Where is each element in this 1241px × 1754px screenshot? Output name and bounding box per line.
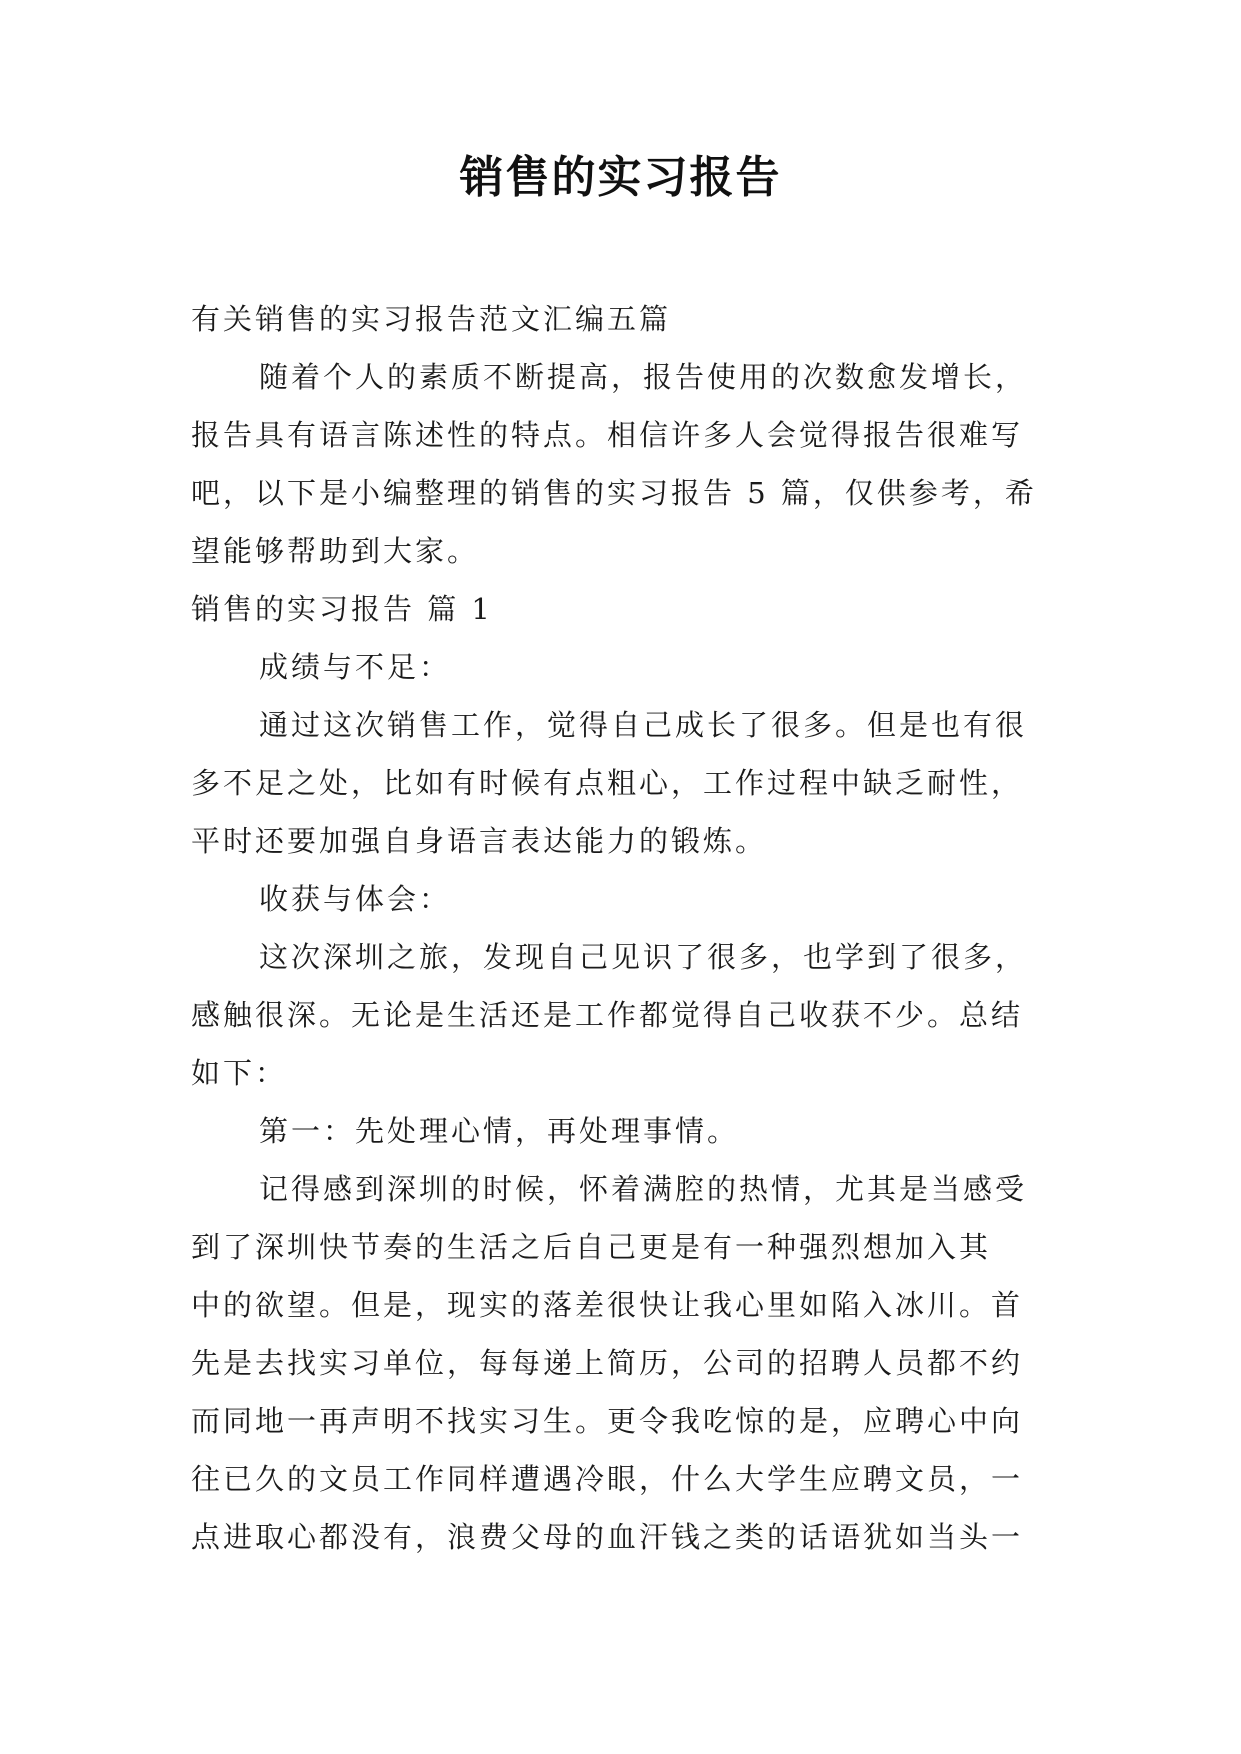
text-line: 而同地一再声明不找实习生。更令我吃惊的是，应聘心中向 (191, 1404, 1024, 1438)
text-line: 通过这次销售工作，觉得自己成长了很多。但是也有很 (259, 708, 1028, 742)
text-line: 报告具有语言陈述性的特点。相信许多人会觉得报告很难写 (191, 418, 1024, 452)
text-line: 点进取心都没有，浪费父母的血汗钱之类的话语犹如当头一 (191, 1520, 1024, 1554)
text-line: 销售的实习报告 篇 1 (191, 592, 493, 626)
text-line: 到了深圳快节奏的生活之后自己更是有一种强烈想加入其 (191, 1230, 992, 1264)
text-line: 成绩与不足： (259, 650, 452, 684)
text-line: 往已久的文员工作同样遭遇冷眼，什么大学生应聘文员，一 (191, 1462, 1024, 1496)
text-line: 先是去找实习单位，每每递上简历，公司的招聘人员都不约 (191, 1346, 1024, 1380)
text-line: 中的欲望。但是，现实的落差很快让我心里如陷入冰川。首 (191, 1288, 1024, 1322)
text-line: 平时还要加强自身语言表达能力的锻炼。 (191, 824, 768, 858)
text-line: 这次深圳之旅，发现自己见识了很多，也学到了很多， (259, 940, 1028, 974)
text-line: 感触很深。无论是生活还是工作都觉得自己收获不少。总结 (191, 998, 1024, 1032)
text-line: 收获与体会： (259, 882, 452, 916)
text-line: 如下： (191, 1056, 288, 1090)
document-title: 销售的实习报告 (459, 152, 782, 203)
text-line: 有关销售的实习报告范文汇编五篇 (191, 302, 672, 336)
text-line: 第一：先处理心情，再处理事情。 (259, 1114, 740, 1148)
document-body (191, 290, 1071, 1566)
text-line: 多不足之处，比如有时候有点粗心，工作过程中缺乏耐性， (191, 766, 1024, 800)
text-line: 记得感到深圳的时候，怀着满腔的热情，尤其是当感受 (259, 1172, 1028, 1206)
text-line: 随着个人的素质不断提高，报告使用的次数愈发增长， (259, 360, 1028, 394)
text-line: 吧，以下是小编整理的销售的实习报告 5 篇，仅供参考，希 (191, 476, 1037, 510)
text-line: 望能够帮助到大家。 (191, 534, 480, 568)
